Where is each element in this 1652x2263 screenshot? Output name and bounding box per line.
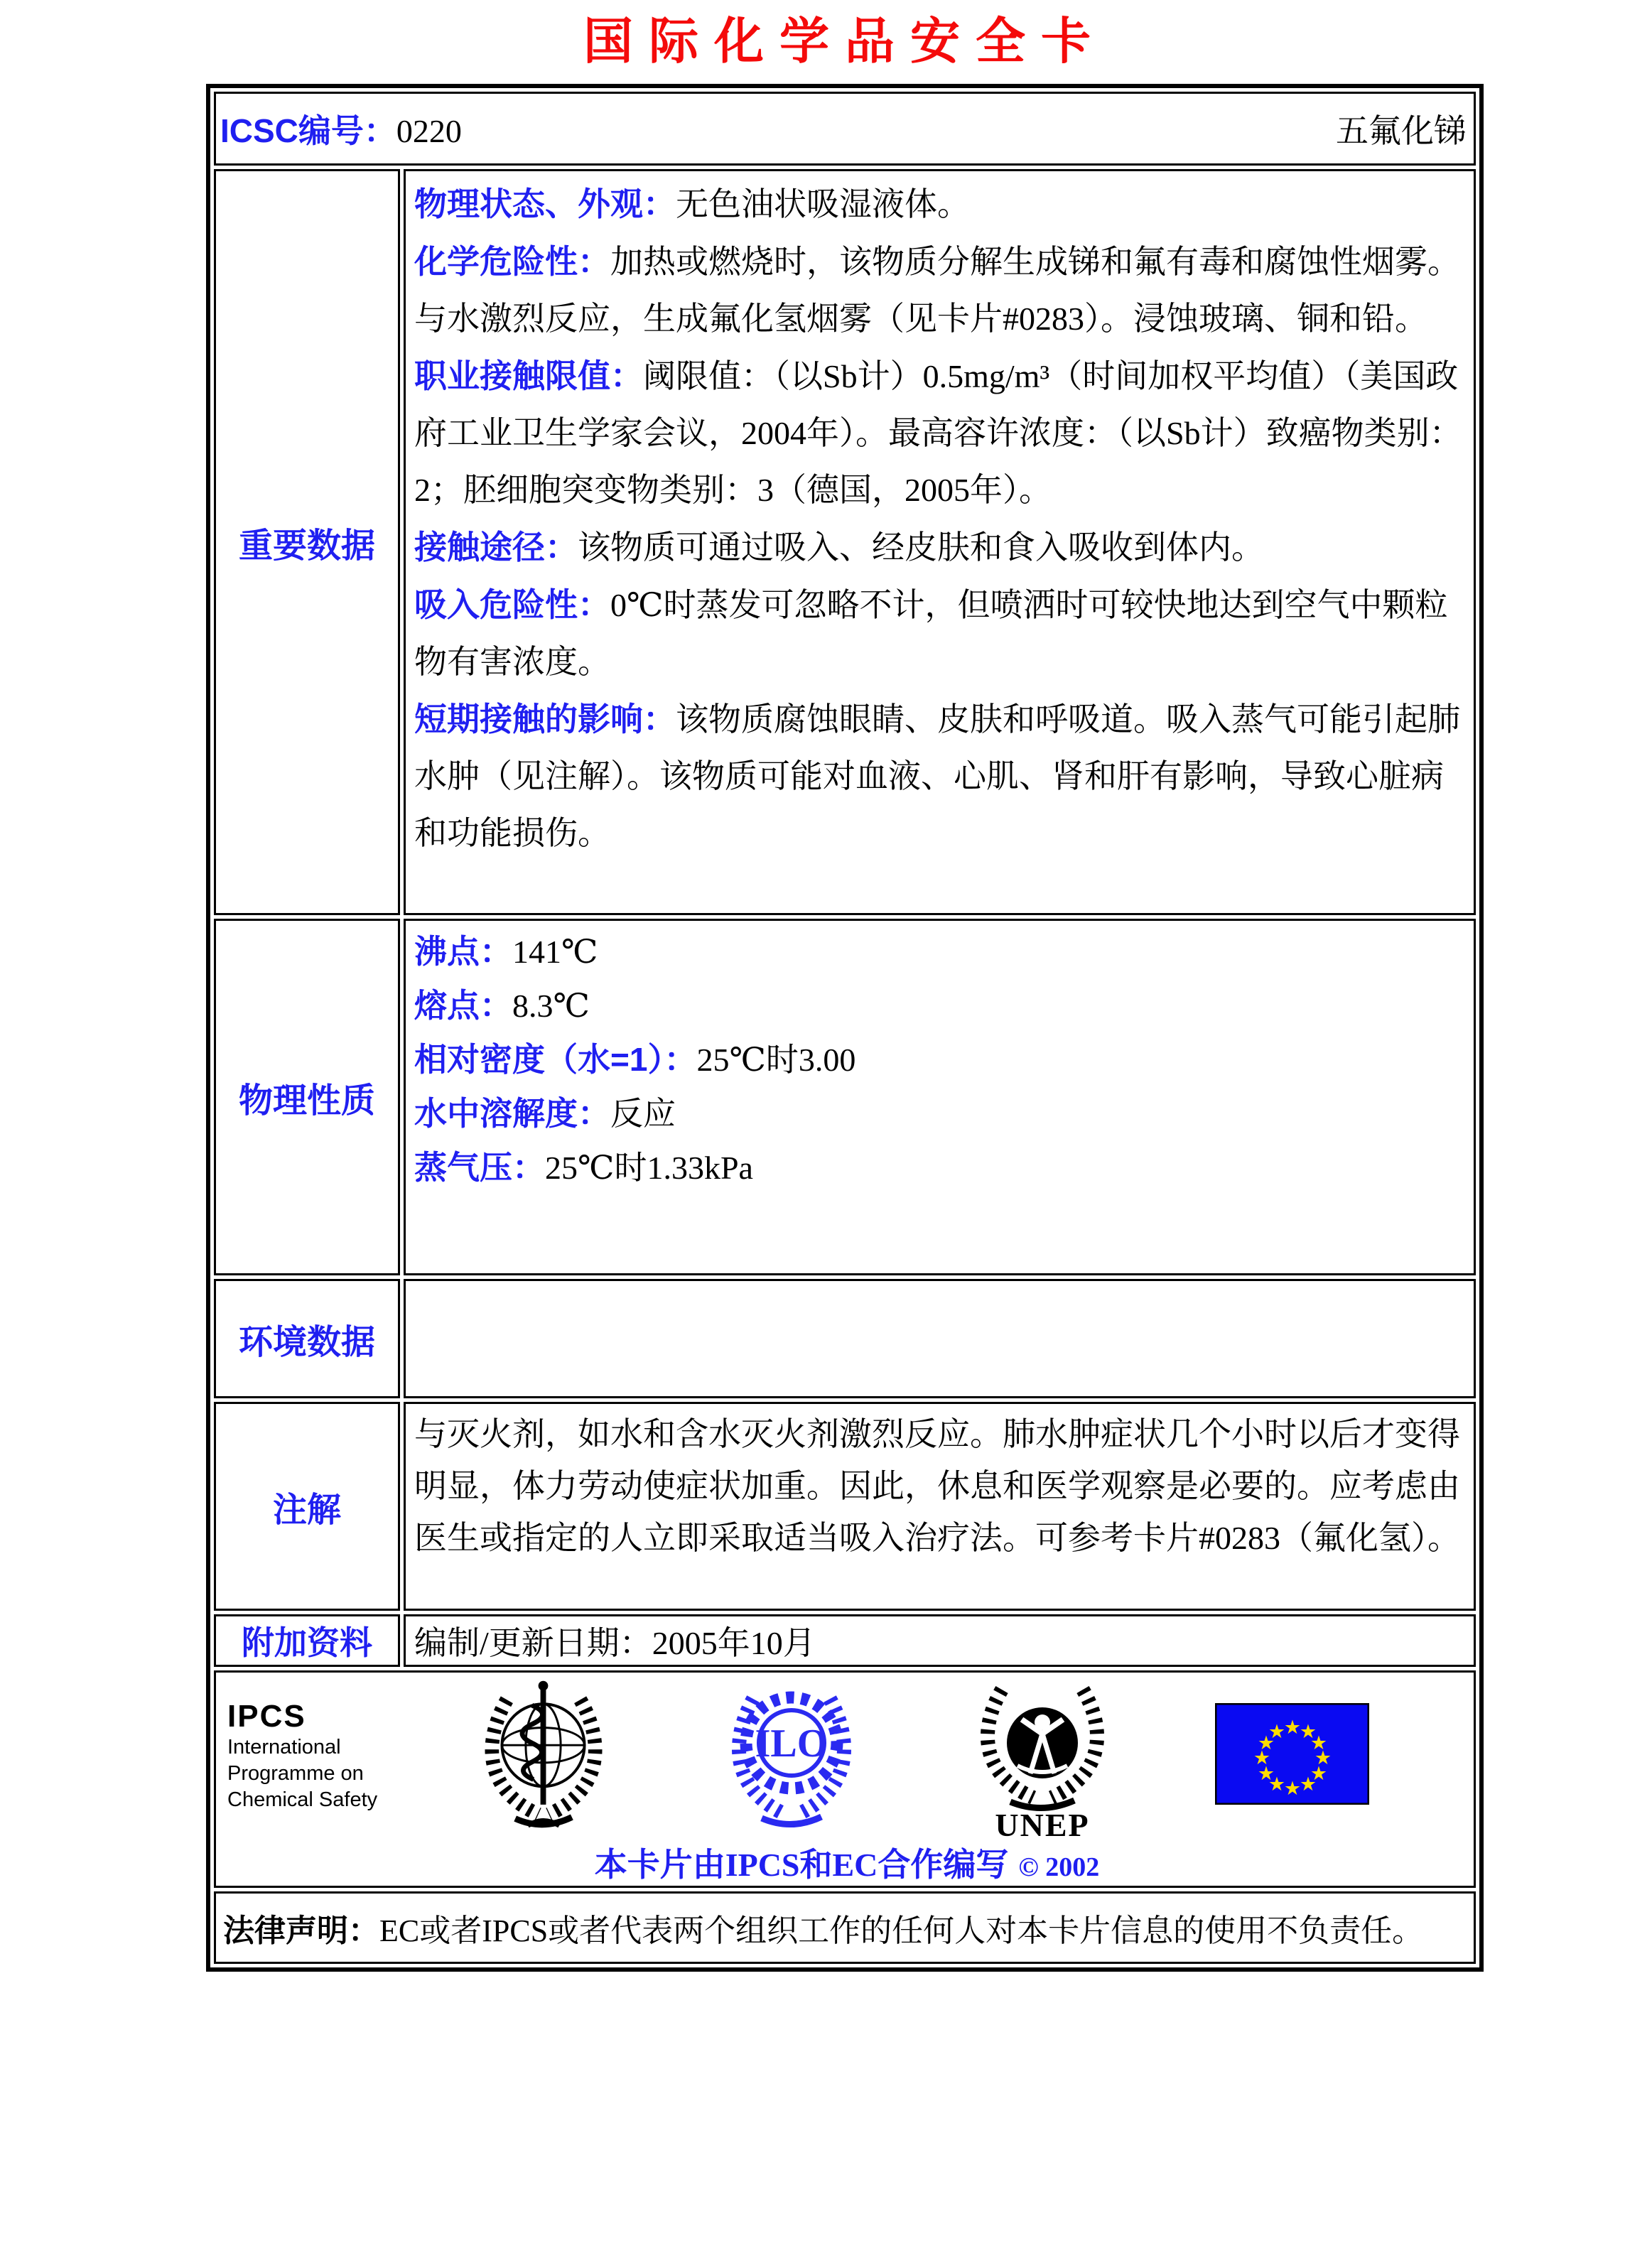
section-title-environmental: 环境数据 [214,1279,400,1398]
notes-row [214,1402,1476,1611]
svg-text:★: ★ [1283,1778,1302,1800]
item-label: 水中溶解度： [414,1095,610,1132]
physical-properties-row [214,919,1476,1275]
legal-label: 法律声明： [223,1913,379,1948]
icsc-number-label: ICSC编号： [220,112,396,149]
icsc-number-group [220,105,462,152]
item-text: 反应 [610,1096,676,1132]
icsc-number-value: 0220 [396,113,462,149]
environmental-data-content [404,1279,1476,1398]
item-text: 0℃时蒸发可忽略不计，但喷洒时可较快地达到空气中颗粒物有害浓度。 [414,587,1448,680]
footer-caption [220,1839,1474,1886]
item-text: 该物质可通过吸入、经皮肤和食入吸收到体内。 [578,529,1264,566]
item-label: 相对密度（水=1）： [414,1041,697,1078]
page-title: 国际化学品安全卡 [583,15,1106,70]
section-title-physical: 物理性质 [214,919,400,1275]
svg-text:UNEP: UNEP [995,1806,1090,1840]
physical-item-vapor-pressure [414,1141,1462,1194]
eu-flag-icon [1215,1703,1369,1808]
icsc-card-page [0,17,1652,2263]
item-text: 25℃时1.33kPa [545,1150,753,1186]
ipcs-title: IPCS [227,1698,306,1734]
footer-row [214,1670,1476,1888]
item-text: 8.3℃ [512,988,590,1024]
svg-text:★: ★ [1253,1747,1271,1769]
section-title-notes: 注解 [214,1402,400,1611]
legal-text: EC或者IPCS或者代表两个组织工作的任何人对本卡片信息的使用不负责任。 [379,1913,1424,1948]
item-text: 25℃时3.00 [696,1042,856,1078]
ipcs-line: Programme on [227,1761,364,1785]
ilo-logo-icon [726,1679,857,1833]
item-label: 蒸气压： [414,1149,545,1186]
item-label: 化学危险性： [414,243,610,280]
ipcs-text-block [220,1699,438,1813]
important-item-short-term-effects [414,691,1462,862]
svg-text:★: ★ [1314,1747,1332,1769]
item-label: 职业接触限值： [414,357,643,394]
svg-text:★: ★ [1310,1732,1328,1754]
important-item-appearance [414,175,1462,233]
header-cell [214,92,1476,166]
item-label: 短期接触的影响： [414,701,676,738]
footer-logos-strip [220,1680,1474,1840]
item-text: 无色油状吸湿液体。 [676,186,970,222]
update-date-label: 编制/更新日期： [414,1625,652,1661]
svg-text:★: ★ [1257,1763,1275,1785]
physical-item-melting-point [414,979,1462,1032]
ipcs-line: International [227,1735,341,1759]
important-item-exposure-routes [414,519,1462,576]
svg-text:ILO: ILO [755,1721,828,1766]
item-text: 该物质腐蚀眼睛、皮肤和呼吸道。吸入蒸气可能引起肺水肿（见注解）。该物质可能对血液、心肌、肾和肝有影响，导致心脏病和功能损伤。 [414,701,1460,851]
environmental-data-row [214,1279,1476,1398]
item-label: 物理状态、外观： [414,185,676,222]
update-date-value: 2005年10月 [652,1625,816,1661]
legal-row [214,1891,1476,1964]
section-title-important: 重要数据 [214,169,400,915]
footer-caption-text: 本卡片由IPCS和EC合作编写 [594,1847,1009,1883]
svg-text:★: ★ [1299,1773,1317,1795]
important-item-oel [414,347,1462,519]
item-label: 沸点： [414,933,512,970]
item-label: 接触途径： [414,529,578,566]
item-text: 141℃ [512,934,598,970]
icsc-card-table [206,84,1484,1972]
header-row [214,92,1476,166]
who-logo-icon [479,1677,608,1835]
notes-content [404,1402,1476,1611]
item-text: 阈限值：（以Sb计）0.5mg/m³（时间加权平均值）（美国政府工业卫生学家会议，2004年）。最高容许浓度：（以Sb计）致癌物类别：2；胚细胞突变物类别：3（德国，2005年）。 [414,358,1462,508]
svg-text:★: ★ [1268,1721,1286,1743]
important-data-row [214,169,1476,915]
svg-text:★: ★ [1257,1732,1275,1754]
svg-text:★: ★ [1268,1773,1286,1795]
item-text: 加热或燃烧时，该物质分解生成锑和氟有毒和腐蚀性烟雾。与水激烈反应，生成氟化氢烟雾（见卡片#0283）。浸蚀玻璃、铜和铅。 [414,244,1460,337]
svg-text:★: ★ [1283,1717,1302,1739]
additional-info-row [214,1614,1476,1667]
physical-item-boiling-point [414,925,1462,978]
svg-text:★: ★ [1310,1763,1328,1785]
unep-logo-icon [976,1670,1108,1844]
important-data-content [404,169,1476,915]
footer-cell [214,1670,1476,1888]
ipcs-line: Chemical Safety [227,1788,378,1811]
important-item-chemical-danger [414,233,1462,347]
section-title-additional: 附加资料 [214,1614,400,1667]
footer-copyright: © 2002 [1018,1852,1100,1882]
chemical-name: 五氟化锑 [1336,113,1467,149]
legal-cell [214,1891,1476,1964]
notes-text: 与灭火剂，如水和含水灭火剂激烈反应。肺水肿症状几个小时以后才变得明显，体力劳动使症状加重。因此，休息和医学观察是必要的。应考虑由医生或指定的人立即采取适当吸入治疗法。可参考卡片#0283（氟化氢）。 [414,1416,1460,1556]
physical-properties-content [404,919,1476,1275]
item-label: 吸入危险性： [414,586,610,623]
item-label: 熔点： [414,987,512,1024]
svg-text:★: ★ [1299,1721,1317,1743]
additional-info-content [404,1614,1476,1667]
important-item-inhalation-risk [414,576,1462,691]
physical-item-relative-density [414,1033,1462,1086]
physical-item-water-solubility [414,1087,1462,1140]
